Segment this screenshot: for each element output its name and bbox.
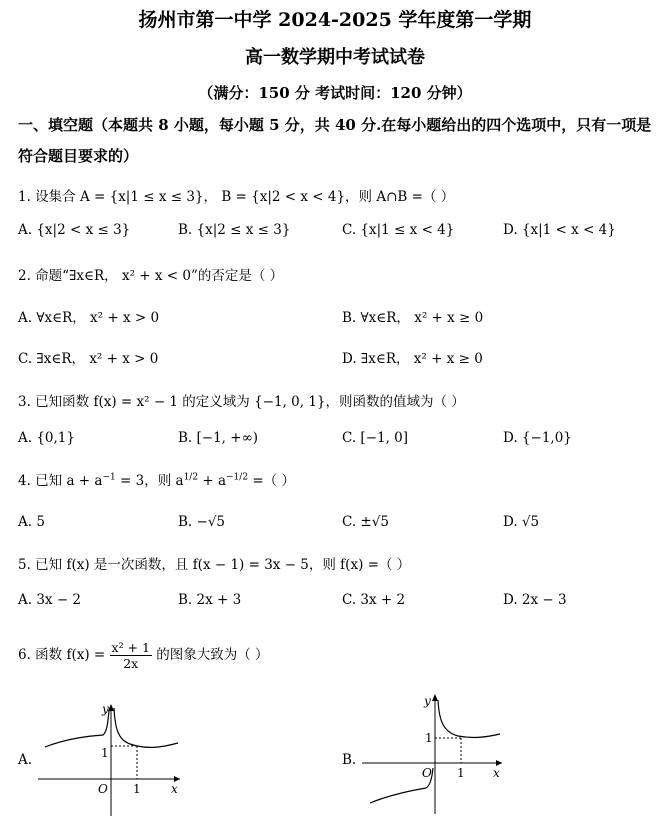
graph-b-y-label: y xyxy=(424,694,431,708)
question-3-stem: 3. 已知函数 f(x) = x² − 1 的定义域为 {−1, 0, 1}，则函数的值域为（ ） xyxy=(18,394,465,410)
q3-option-d[interactable]: D. {−1,0} xyxy=(503,430,572,446)
section-heading-line1: 一、填空题（本题共 8 小题，每小题 5 分，共 40 分.在每小题给出的四个选项中，只有一项是 xyxy=(18,116,652,134)
q6-fraction-numerator: x² + 1 xyxy=(111,640,150,655)
graph-b-tick-1-x: 1 xyxy=(457,766,465,780)
question-6-stem xyxy=(18,640,269,671)
q5-option-d[interactable]: D. 2x − 3 xyxy=(503,592,567,608)
q4-sup-2: 1/2 xyxy=(183,472,199,483)
exam-meta: （满分：150 分 考试时间：120 分钟） xyxy=(198,84,472,102)
q2-option-c[interactable]: C. ∃x∈R， x² + x > 0 xyxy=(18,351,159,367)
q5-option-b[interactable]: B. 2x + 3 xyxy=(178,592,242,608)
q2-option-d[interactable]: D. ∃x∈R， x² + x ≥ 0 xyxy=(342,351,483,367)
graph-b-curve-right xyxy=(438,700,500,737)
q4-option-c[interactable]: C. ±√5 xyxy=(342,514,389,530)
q4-stem-post: =（ ） xyxy=(248,473,295,489)
question-4-stem xyxy=(18,469,295,489)
q4-sup-1: −1 xyxy=(102,472,116,483)
graph-a-origin-label: O xyxy=(98,782,108,796)
graph-a-tick-1-y: 1 xyxy=(101,746,109,760)
q5-option-a[interactable]: A. 3x − 2 xyxy=(18,592,82,608)
q6-option-a[interactable]: A. xyxy=(18,752,33,768)
graph-b-y-arrow xyxy=(432,694,438,701)
q6-graph-b xyxy=(362,690,512,815)
exam-title: 扬州市第一中学 2024-2025 学年度第一学期 xyxy=(138,9,532,31)
q6-graph-a xyxy=(38,700,188,817)
graph-a-tick-1-x: 1 xyxy=(133,782,141,796)
graph-b-x-label: x xyxy=(493,766,500,780)
graph-a-y-arrow xyxy=(108,704,114,711)
graph-a-curve-right xyxy=(114,708,178,747)
graph-a-curve-left xyxy=(45,710,109,747)
q4-option-b[interactable]: B. −√5 xyxy=(178,514,226,530)
section-heading-line2: 符合题目要求的） xyxy=(18,147,139,165)
q6-fraction-denominator: 2x xyxy=(123,656,139,671)
q1-option-b[interactable]: B. {x|2 ≤ x ≤ 3} xyxy=(178,222,291,238)
q2-option-a[interactable]: A. ∀x∈R， x² + x > 0 xyxy=(18,310,160,326)
q6-stem-post: 的图象大致为（ ） xyxy=(151,647,269,663)
q3-option-c[interactable]: C. [−1, 0] xyxy=(342,430,409,446)
q1-option-a[interactable]: A. {x|2 < x ≤ 3} xyxy=(18,222,131,238)
q4-stem-mid2: + a xyxy=(198,473,227,489)
q4-option-a[interactable]: A. 5 xyxy=(18,514,45,530)
q2-option-b[interactable]: B. ∀x∈R， x² + x ≥ 0 xyxy=(342,310,484,326)
graph-a-x-label: x xyxy=(171,782,178,796)
q6-option-b[interactable]: B. xyxy=(342,752,357,768)
graph-b-origin-label: O xyxy=(422,766,432,780)
q1-option-c[interactable]: C. {x|1 ≤ x < 4} xyxy=(342,222,455,238)
q5-option-c[interactable]: C. 3x + 2 xyxy=(342,592,406,608)
q6-fraction xyxy=(110,640,152,671)
exam-subtitle: 高一数学期中考试试卷 xyxy=(245,47,425,68)
question-2-stem: 2. 命题“∃x∈R， x² + x < 0”的否定是（ ） xyxy=(18,268,284,284)
q6-stem-pre: 6. 函数 f(x) = xyxy=(18,647,110,663)
q3-option-a[interactable]: A. {0,1} xyxy=(18,430,75,446)
q4-stem-pre: 4. 已知 a + a xyxy=(18,473,103,489)
question-1-stem: 1. 设集合 A = {x|1 ≤ x ≤ 3}， B = {x|2 < x < 4}，则 A∩B =（ ） xyxy=(18,189,455,205)
q4-sup-3: −1/2 xyxy=(226,472,249,483)
graph-b-tick-1-y: 1 xyxy=(425,731,433,745)
q1-option-d[interactable]: D. {x|1 < x < 4} xyxy=(503,222,616,238)
q4-stem-mid: = 3，则 a xyxy=(115,473,184,489)
q3-option-b[interactable]: B. [−1, +∞) xyxy=(178,430,259,446)
q4-option-d[interactable]: D. √5 xyxy=(503,514,540,530)
question-5-stem: 5. 已知 f(x) 是一次函数，且 f(x − 1) = 3x − 5，则 f(x) =（ ） xyxy=(18,557,411,573)
graph-a-y-label: y xyxy=(102,702,109,716)
